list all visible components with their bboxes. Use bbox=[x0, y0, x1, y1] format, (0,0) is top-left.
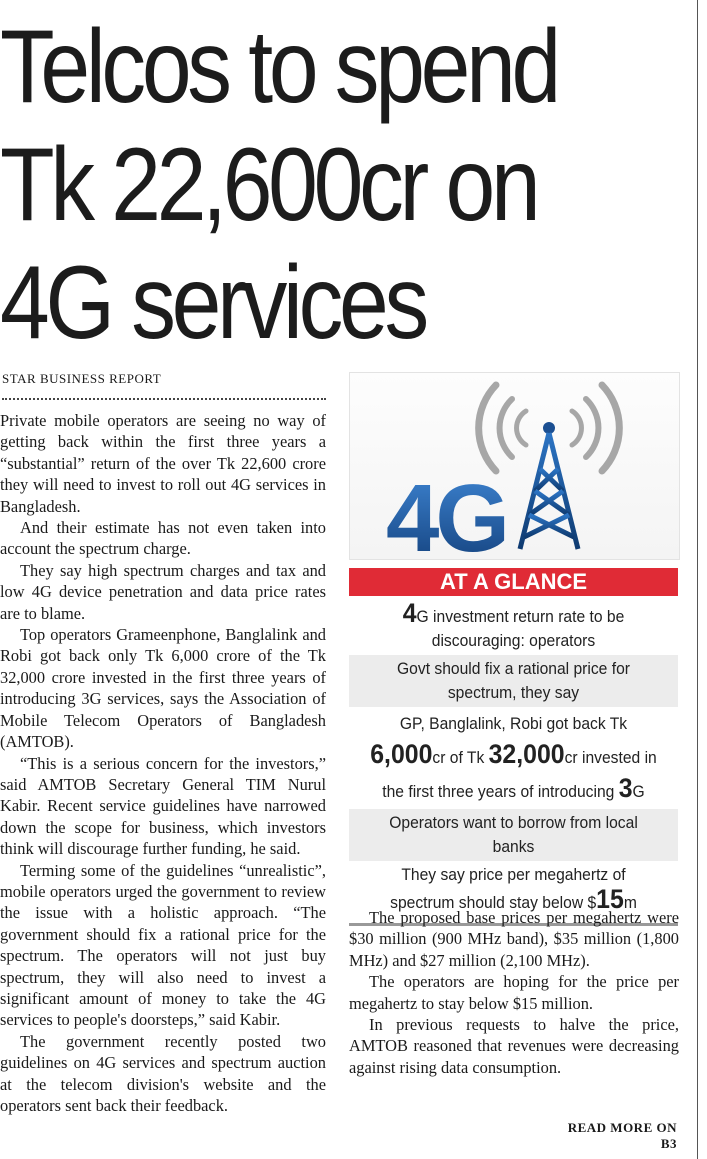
paragraph: The government recently posted two guidelines on 4G services and spectrum auction at the telecom division's website and the operators sent back their feedback. bbox=[0, 1031, 326, 1115]
headline-line-3: 4G services bbox=[0, 245, 425, 361]
paragraph: They say high spectrum charges and tax and low 4G device penetration and data price rates are to blame. bbox=[0, 560, 326, 623]
headline-line-2: Tk 22,600cr on bbox=[0, 127, 537, 243]
paragraph: The operators are hoping for the price per megahertz to stay below $15 million. bbox=[349, 972, 679, 1013]
cell-tower-icon bbox=[350, 373, 679, 559]
paragraph: Terming some of the guidelines “unrealistic”, mobile operators urged the government to review the issue with a holistic approach. “The government should fix a rational price for the spectrum. The operators will not just buy spectrum, they will also need to invest a significant amount of money to take the 4G services to people's doorsteps,” said Kabir. bbox=[0, 860, 326, 1030]
byline: STAR BUSINESS REPORT bbox=[2, 371, 162, 386]
4g-illustration bbox=[349, 372, 680, 560]
article-body-left bbox=[0, 410, 326, 1116]
paragraph: “This is a serious concern for the investors,” said AMTOB Secretary General TIM Nurul Kabir. Recent service guidelines have narrowed down the scope for business, which investors think will discourage further funding, he said. bbox=[0, 753, 326, 859]
paragraph: Top operators Grameenphone, Banglalink and Robi got back only Tk 6,000 crore of the Tk 32,000 crore invested in the first three years of introducing 3G services, says the Association of Mobile Telecom Operators of Bangladesh (AMTOB). bbox=[0, 625, 326, 752]
glance-item: GP, Banglalink, Robi got back Tk 6,000cr of Tk 32,000cr invested in the first three years of introducing 3G bbox=[370, 714, 657, 803]
paragraph: In previous requests to halve the price, AMTOB reasoned that revenues were decreasing against rising data consumption. bbox=[349, 1015, 679, 1077]
at-a-glance-title: AT A GLANCE bbox=[349, 568, 678, 596]
paragraph: The proposed base prices per megahertz were $30 million (900 MHz band), $35 million (1,800 MHz) and $27 million (2,100 MHz). bbox=[349, 908, 679, 970]
paragraph: And their estimate has not even taken into account the spectrum charge. bbox=[0, 518, 326, 559]
glance-item: They say price per megahertz of spectrum should stay below $15m bbox=[390, 865, 637, 914]
glance-item: 4G investment return rate to be discouraging: operators bbox=[402, 598, 625, 650]
byline-divider bbox=[2, 398, 326, 400]
at-a-glance-box bbox=[349, 599, 678, 926]
read-more-link[interactable]: READ MORE ON B3 bbox=[567, 1120, 677, 1151]
article-body-right bbox=[349, 907, 679, 1078]
headline bbox=[0, 8, 593, 362]
headline-line-1: Telcos to spend bbox=[0, 9, 557, 125]
column-rule bbox=[697, 0, 698, 1159]
svg-text:4G: 4G bbox=[386, 465, 507, 559]
glance-item: Govt should fix a rational price for spectrum, they say bbox=[349, 655, 678, 707]
glance-item: Operators want to borrow from local banks bbox=[349, 809, 678, 861]
paragraph: Private mobile operators are seeing no way of getting back within the first three years a “substantial” return of the over Tk 22,600 crore they will need to invest to roll out 4G services in Bangladesh. bbox=[0, 411, 326, 516]
